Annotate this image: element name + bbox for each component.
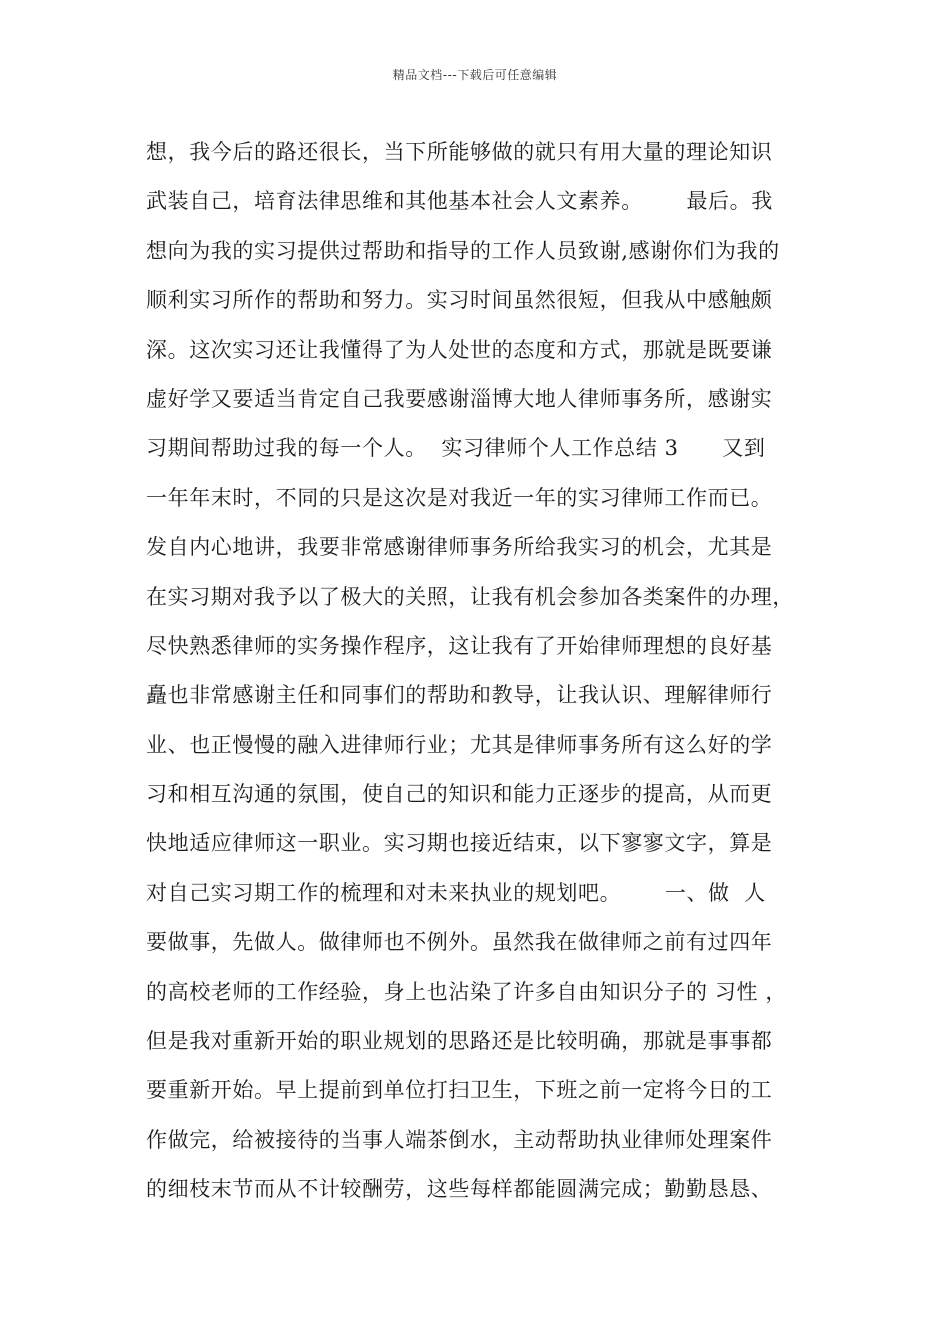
text-line: 顺利实习所作的帮助和努力。实习时间虽然很短，但我从中感触颇 — [146, 288, 773, 313]
text-line: 发自内心地讲，我要非常感谢律师事务所给我实习的机会，尤其是 — [146, 535, 773, 560]
text-line: 一年年末时，不同的只是这次是对我近一年的实习律师工作而已。 — [146, 485, 773, 510]
text-line: 要做事，先做人。做律师也不例外。虽然我在做律师之前有过四年 — [146, 930, 773, 955]
page-header: 精品文档---下载后可任意编辑 — [392, 68, 558, 82]
text-line: 的细枝末节而从不计较酬劳，这些每样都能圆满完成；勤勤恳恳、 — [146, 1177, 773, 1202]
text-line: 快地适应律师这一职业。实习期也接近结束，以下寥寥文字，算是 — [146, 831, 773, 856]
text-line: 业、也正慢慢的融入进律师行业；尤其是律师事务所有这么好的学 — [146, 732, 773, 757]
text-line: 作做完，给被接待的当事人端茶倒水，主动帮助执业律师处理案件 — [146, 1127, 773, 1152]
text-line: 的高校老师的工作经验，身上也沾染了许多自由知识分子的 习性 ， — [146, 979, 787, 1004]
text-line: 要重新开始。早上提前到单位打扫卫生，下班之前一定将今日的工 — [146, 1078, 773, 1103]
text-line: 尽快熟悉律师的实务操作程序，这让我有了开始律师理想的良好基 — [146, 633, 773, 658]
text-line: 但是我对重新开始的职业规划的思路还是比较明确，那就是事事都 — [146, 1029, 773, 1054]
text-line: 习期间帮助过我的每一个人。 实习律师个人工作总结 3 又到 — [146, 436, 766, 461]
text-line: 深。这次实习还让我懂得了为人处世的态度和方式，那就是既要谦 — [146, 337, 773, 362]
text-line: 矗也非常感谢主任和同事们的帮助和教导，让我认识、理解律师行 — [146, 683, 773, 708]
text-line: 在实习期对我予以了极大的关照，让我有机会参加各类案件的办理， — [146, 584, 794, 609]
text-line: 习和相互沟通的氛围，使自己的知识和能力正逐步的提高，从而更 — [146, 782, 773, 807]
text-line: 想，我今后的路还很长，当下所能够做的就只有用大量的理论知识 — [146, 140, 773, 164]
text-line: 想向为我的实习提供过帮助和指导的工作人员致谢,感谢你们为我的 — [146, 238, 780, 263]
text-line: 虚好学又要适当肯定自己我要感谢淄博大地人律师事务所，感谢实 — [146, 386, 773, 411]
body-text — [146, 128, 826, 1215]
text-line: 对自己实习期工作的梳理和对未来执业的规划吧。 一、做 人 — [146, 880, 766, 905]
text-line: 武装自己，培育法律思维和其他基本社会人文素养。 最后。我 — [146, 189, 773, 214]
